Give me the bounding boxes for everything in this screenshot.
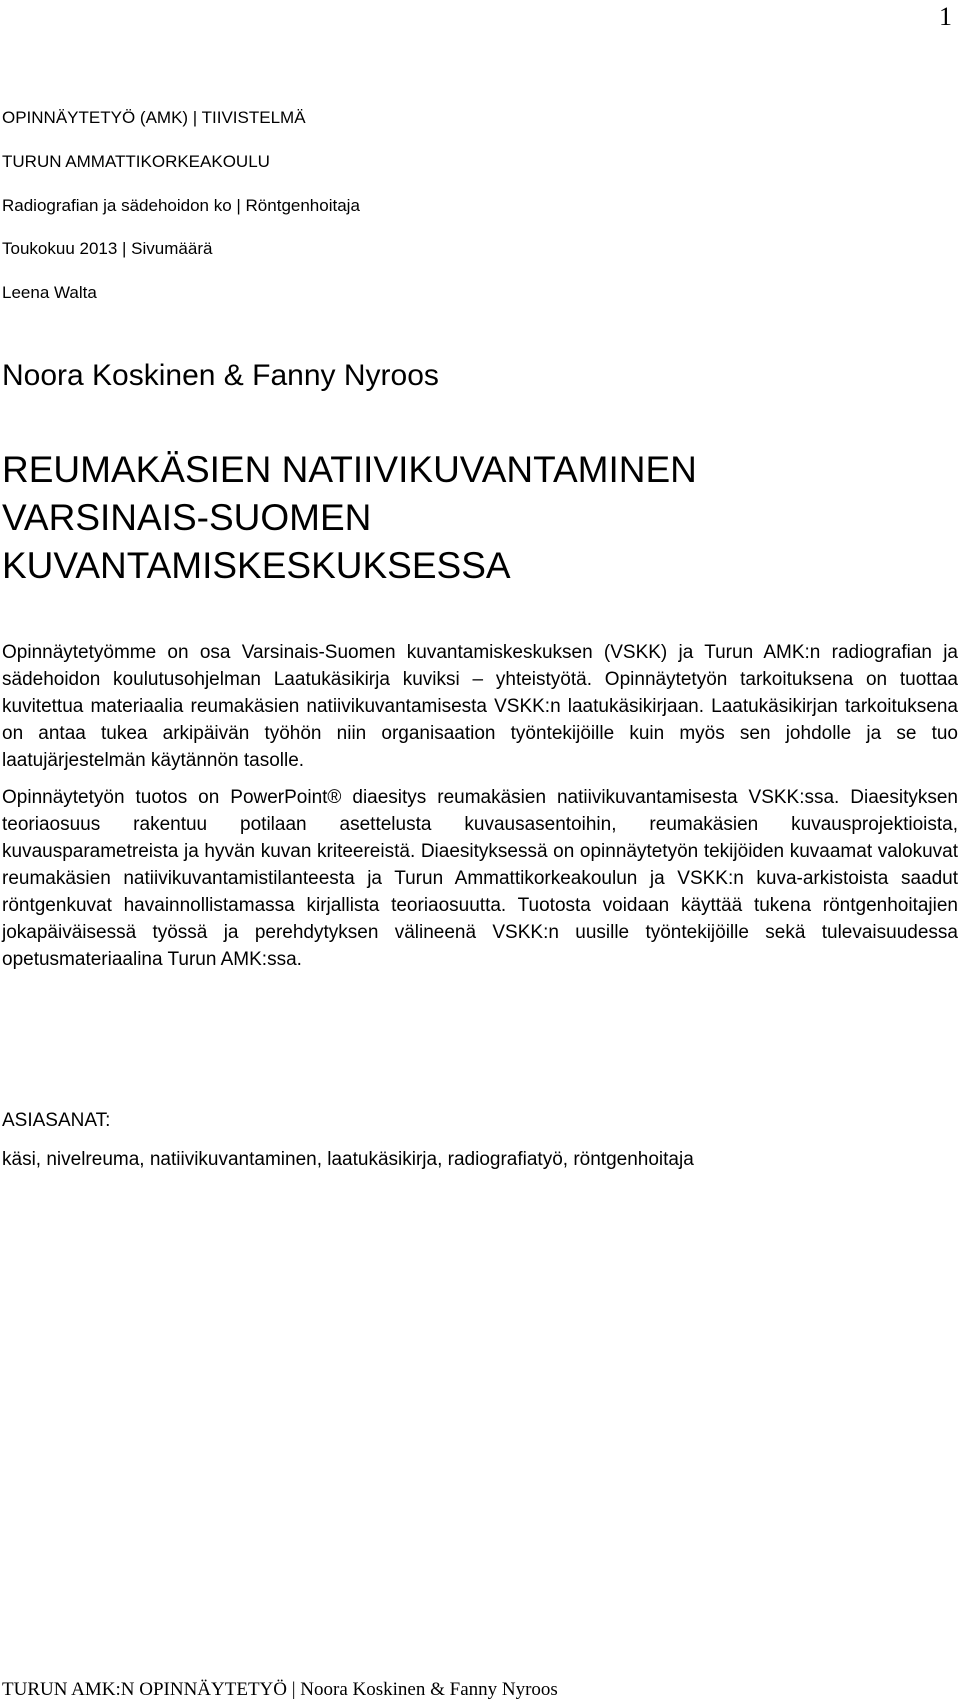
supervisor: Leena Walta [2, 283, 97, 302]
school-name: TURUN AMMATTIKORKEAKOULU [2, 152, 270, 171]
doc-type: OPINNÄYTETYÖ (AMK) | TIIVISTELMÄ [2, 108, 306, 127]
date-and-pages: Toukokuu 2013 | Sivumäärä [2, 239, 213, 258]
keywords-heading: ASIASANAT: [2, 1110, 111, 1131]
page-number: 1 [939, 2, 952, 31]
title-line: VARSINAIS-SUOMEN [2, 497, 372, 538]
title-line: REUMAKÄSIEN NATIIVIKUVANTAMINEN [2, 449, 697, 490]
abstract [2, 639, 958, 983]
abstract-paragraph: Opinnäytetyön tuotos on PowerPoint® diaesitys reumakäsien natiivikuvantamisesta VSKK:ssa. Diaesityksen teoriaosuus rakentuu potilaan asettelusta kuvausasentoihin, reumakäsien kuvausprojektioista, kuvausparametreista ja hyvän kuvan kriteereistä. Diaesityksessä on opinnäytetyön tekijöiden kuvaamat valokuvat reumakäsien natiivikuvantamistilanteesta ja Turun Ammattikorkeakoulun ja VSKK:n kuva-arkistoista saadut röntgenkuvat havainnollistamassa kirjallista teoriaosuutta. Tuotosta voidaan käyttää tukena röntgenhoitajien jokapäiväisessä työssä ja perehdytyksen välineenä VSKK:n uusille työntekijöille sekä tulevaisuudessa opetusmateriaalina Turun AMK:ssa. [2, 787, 958, 970]
keywords: käsi, nivelreuma, natiivikuvantaminen, laatukäsikirja, radiografiatyö, röntgenhoitaja [2, 1149, 694, 1170]
thesis-title [2, 446, 697, 590]
title-line: KUVANTAMISKESKUKSESSA [2, 545, 511, 586]
abstract-paragraph: Opinnäytetyömme on osa Varsinais-Suomen kuvantamiskeskuksen (VSKK) ja Turun AMK:n radiografian ja sädehoidon koulutusohjelman Laatukäsikirja kuviksi – yhteistyötä. Opinnäytetyön tarkoituksena on tuottaa kuvitettua materiaalia reumakäsien natiivikuvantamisesta VSKK:n laatukäsikirjaan. Laatukäsikirjan tarkoituksena on antaa tukea arkipäivän työhön niin organisaation työntekijöille kuin myös sen johdolle ja se tuo laatujärjestelmän käytännön tasolle. [2, 642, 958, 771]
authors: Noora Koskinen & Fanny Nyroos [2, 359, 439, 392]
page-footer: TURUN AMK:N OPINNÄYTETYÖ | Noora Koskinen & Fanny Nyroos [2, 1679, 558, 1700]
degree-program: Radiografian ja sädehoidon ko | Röntgenhoitaja [2, 196, 360, 215]
